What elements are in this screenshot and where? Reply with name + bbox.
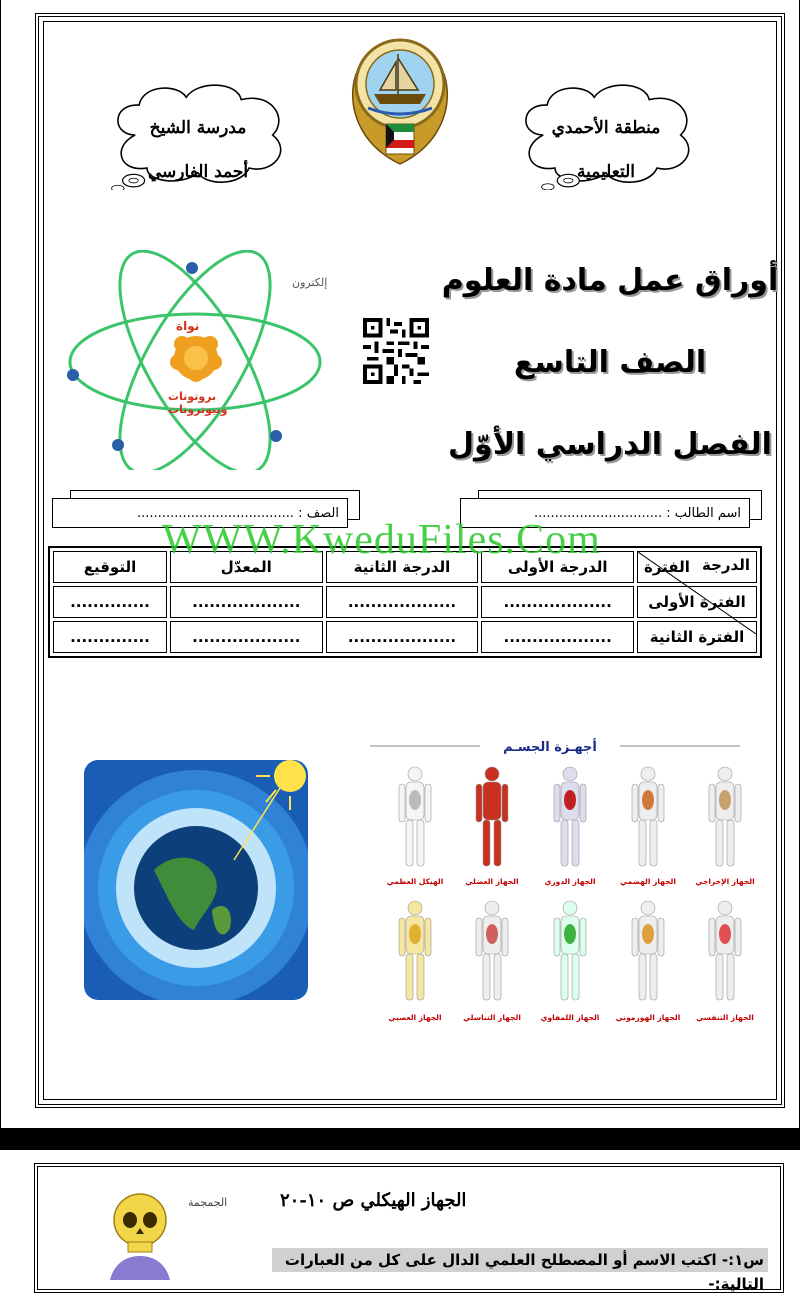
class-field[interactable]: الصف : ...................................... [52, 498, 348, 528]
organ-label-endocrine: الجهاز الهورموني [615, 1013, 681, 1022]
body-figure [554, 901, 586, 1000]
question-1: س١:- اكتب الاسم أو المصطلح العلمي الدال على كل من العبارات التالية:- [272, 1248, 768, 1272]
body-systems-title [370, 736, 740, 756]
organ-label-muscular: الجهاز العضلي [465, 877, 519, 886]
page2-heading: الجهاز الهيكلي ص ١٠-٢٠ [280, 1190, 467, 1211]
row-label: الفترة الثانية [637, 621, 757, 653]
grade-cell[interactable]: .............. [53, 621, 167, 653]
title-subject: أوراق عمل مادة العلوم [441, 263, 779, 298]
header-first-grade: الدرجة الأولى [481, 551, 634, 583]
page-separator [0, 1128, 800, 1150]
protons-label: بروتونات [168, 390, 217, 403]
qr-code-icon[interactable] [362, 318, 430, 384]
organ-label-respiratory: الجهاز التنفسي [696, 1013, 754, 1022]
body-figure [709, 767, 741, 866]
kuwait-emblem-icon [338, 24, 462, 172]
row-label: الفترة الأولى [637, 586, 757, 618]
grade-cell[interactable]: .............. [53, 586, 167, 618]
nucleus-label: نواة [176, 319, 200, 333]
header-average: المعدّل [170, 551, 323, 583]
body-figure [632, 767, 664, 866]
header-second-grade: الدرجة الثانية [326, 551, 479, 583]
title-semester: الفصل الدراسي الأوّل [448, 427, 772, 462]
body-figures-row1 [399, 767, 741, 866]
grade-cell[interactable]: ................... [170, 586, 323, 618]
body-figure [476, 901, 508, 1000]
grade-cell[interactable]: ................... [170, 621, 323, 653]
body-figure [554, 767, 586, 866]
body-systems-figure [375, 760, 765, 1030]
school-name-line1: مدرسة الشيخ [149, 118, 247, 138]
grade-cell[interactable]: ................... [481, 586, 634, 618]
grade-cell[interactable]: ................... [326, 621, 479, 653]
organ-label-skeletal: الهيكل العظمي [386, 877, 444, 886]
body-systems-title-text: أجهـزة الجسـم [503, 740, 597, 755]
organ-label-excretory: الجهاز الإخراجي [695, 877, 755, 886]
school-name-line2: أحمد الفارسي [147, 162, 249, 182]
table-corner-cell [637, 551, 757, 583]
organ-label-nervous: الجهاز العصبي [388, 1013, 442, 1022]
district-name-line1: منطقة الأحمدي [551, 118, 661, 138]
skull-label: الجمجمة [188, 1196, 228, 1209]
district-name-line2: التعليمية [576, 162, 636, 182]
body-figure [476, 767, 508, 866]
organ-label-lymphatic: الجهاز اللمفاوي [540, 1013, 600, 1022]
skeleton-skull-icon [100, 1190, 180, 1280]
earth-atmosphere-image [84, 760, 308, 1000]
atom-diagram [60, 250, 330, 470]
body-figure [709, 901, 741, 1000]
organ-label-digestive: الجهاز الهضمي [620, 877, 676, 886]
title-grade: الصف التاسع [513, 345, 707, 380]
grade-cell[interactable]: ................... [481, 621, 634, 653]
student-name-field[interactable]: اسم الطالب : ............................... [460, 498, 750, 528]
electron-label: إلكترون [292, 276, 328, 289]
organ-label-reproductive: الجهاز التناسلي [463, 1013, 521, 1022]
neutrons-label: ونيوترونات [168, 403, 228, 416]
corner-period-label: الفترة [644, 558, 690, 576]
body-figure [399, 901, 431, 1000]
body-figure [399, 767, 431, 866]
corner-grade-label: الدرجة [702, 556, 750, 574]
worksheet-title [440, 240, 780, 486]
body-figure [632, 901, 664, 1000]
grade-cell[interactable]: ................... [326, 586, 479, 618]
header-signature: التوقيع [53, 551, 167, 583]
organ-label-circulatory: الجهاز الدوري [544, 877, 596, 886]
watermark: WWW.KweduFiles.Com [162, 517, 601, 563]
body-figures-row2 [399, 901, 741, 1000]
